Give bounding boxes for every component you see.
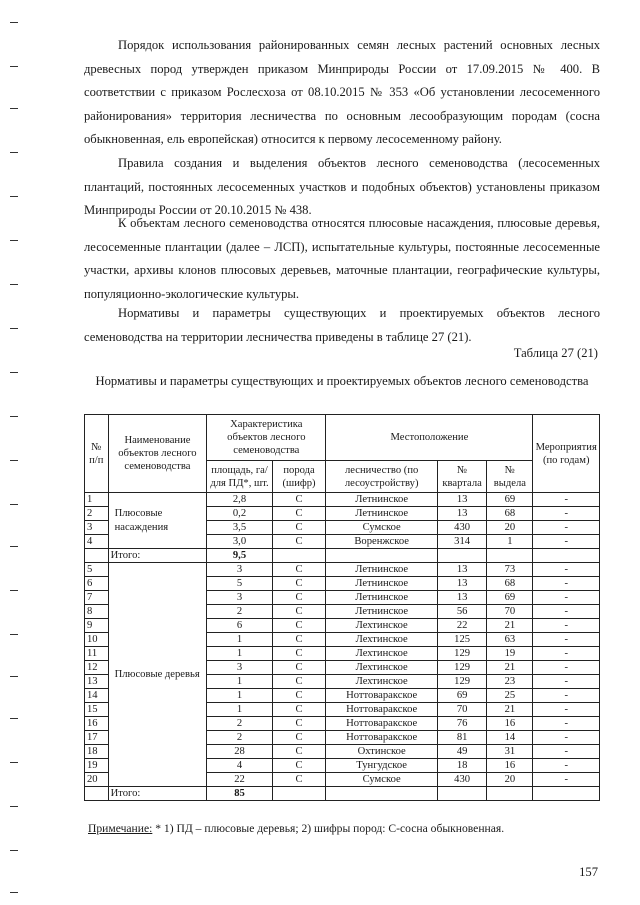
cell-num: 13 xyxy=(85,675,109,689)
cell-quarter: 49 xyxy=(437,745,486,759)
binding-margin-marks xyxy=(10,0,20,905)
cell-species: С xyxy=(272,745,326,759)
cell-plot: 69 xyxy=(487,591,533,605)
header-location: Местоположение xyxy=(326,415,533,461)
header-plot: № выдела xyxy=(487,461,533,493)
cell-num: 14 xyxy=(85,689,109,703)
cell-quarter: 430 xyxy=(437,773,486,787)
cell-num: 19 xyxy=(85,759,109,773)
cell-quarter: 69 xyxy=(437,689,486,703)
cell-plot: 19 xyxy=(487,647,533,661)
cell-plot: 21 xyxy=(487,703,533,717)
cell-plot: 21 xyxy=(487,661,533,675)
cell-plot: 16 xyxy=(487,759,533,773)
cell-area: 1 xyxy=(207,633,272,647)
table-note xyxy=(88,822,504,835)
cell-forestry: Летнинское xyxy=(326,577,438,591)
header-quarter: № квартала xyxy=(437,461,486,493)
cell-species: С xyxy=(272,521,326,535)
cell-species: С xyxy=(272,689,326,703)
cell-species: С xyxy=(272,633,326,647)
cell-forestry: Лехтинское xyxy=(326,633,438,647)
cell-measures: - xyxy=(533,633,600,647)
cell-species: С xyxy=(272,535,326,549)
cell-forestry: Ноттоваракское xyxy=(326,689,438,703)
cell-plot: 70 xyxy=(487,605,533,619)
cell-quarter: 129 xyxy=(437,661,486,675)
cell-quarter: 81 xyxy=(437,731,486,745)
cell-measures: - xyxy=(533,773,600,787)
cell-measures: - xyxy=(533,703,600,717)
cell-species: С xyxy=(272,675,326,689)
cell-measures: - xyxy=(533,521,600,535)
cell-measures: - xyxy=(533,731,600,745)
cell-forestry: Ноттоваракское xyxy=(326,731,438,745)
table-row xyxy=(85,563,600,577)
cell-forestry: Летнинское xyxy=(326,563,438,577)
cell-measures: - xyxy=(533,661,600,675)
cell-forestry: Летнинское xyxy=(326,507,438,521)
cell-num: 9 xyxy=(85,619,109,633)
cell-forestry: Лехтинское xyxy=(326,675,438,689)
cell-plot: 63 xyxy=(487,633,533,647)
cell-species: С xyxy=(272,591,326,605)
cell-num: 17 xyxy=(85,731,109,745)
cell-measures: - xyxy=(533,759,600,773)
cell-quarter: 125 xyxy=(437,633,486,647)
cell-measures: - xyxy=(533,493,600,507)
cell-species: С xyxy=(272,507,326,521)
cell-num: 20 xyxy=(85,773,109,787)
total-value: 9,5 xyxy=(207,549,272,563)
cell-area: 5 xyxy=(207,577,272,591)
cell-quarter: 70 xyxy=(437,703,486,717)
cell-forestry: Летнинское xyxy=(326,493,438,507)
cell-num: 5 xyxy=(85,563,109,577)
cell-species: С xyxy=(272,759,326,773)
cell-species: С xyxy=(272,717,326,731)
note-label: Примечание: xyxy=(88,822,153,835)
total-value: 85 xyxy=(207,787,272,801)
cell-area: 22 xyxy=(207,773,272,787)
cell-num: 11 xyxy=(85,647,109,661)
cell-area: 28 xyxy=(207,745,272,759)
cell-measures: - xyxy=(533,619,600,633)
cell-area: 0,2 xyxy=(207,507,272,521)
total-label: Итого: xyxy=(108,549,207,563)
cell-quarter: 22 xyxy=(437,619,486,633)
cell-plot: 31 xyxy=(487,745,533,759)
cell-area: 1 xyxy=(207,675,272,689)
cell-species: С xyxy=(272,563,326,577)
cell-area: 3 xyxy=(207,591,272,605)
cell-forestry: Летнинское xyxy=(326,591,438,605)
cell-quarter: 13 xyxy=(437,591,486,605)
cell-measures: - xyxy=(533,689,600,703)
header-name: Наименование объектов лесного семеноводства xyxy=(108,415,207,493)
cell-num: 3 xyxy=(85,521,109,535)
table-total-row xyxy=(85,787,600,801)
table-row xyxy=(85,493,600,507)
cell-species: С xyxy=(272,493,326,507)
cell-forestry: Сумское xyxy=(326,521,438,535)
paragraph-objects: К объектам лесного семеноводства относятся плюсовые насаждения, плюсовые деревья, лесосеменные плантации (далее – ЛСП), испытательные культуры, постоянные лесосеменные участки, архивы клонов плюсовых деревьев, маточные плантации, географические культуры, популяционно-экологические культуры. xyxy=(84,216,600,301)
cell-quarter: 13 xyxy=(437,507,486,521)
cell-forestry: Сумское xyxy=(326,773,438,787)
cell-species: С xyxy=(272,731,326,745)
cell-area: 2 xyxy=(207,717,272,731)
cell-num: 4 xyxy=(85,535,109,549)
cell-plot: 21 xyxy=(487,619,533,633)
cell-plot: 68 xyxy=(487,577,533,591)
cell-area: 3,5 xyxy=(207,521,272,535)
cell-species: С xyxy=(272,605,326,619)
cell-num: 8 xyxy=(85,605,109,619)
total-label: Итого: xyxy=(108,787,207,801)
header-measures: Мероприятия (по годам) xyxy=(533,415,600,493)
cell-num: 18 xyxy=(85,745,109,759)
cell-plot: 16 xyxy=(487,717,533,731)
cell-quarter: 430 xyxy=(437,521,486,535)
cell-area: 2,8 xyxy=(207,493,272,507)
cell-area: 1 xyxy=(207,689,272,703)
cell-forestry: Охтинское xyxy=(326,745,438,759)
cell-area: 2 xyxy=(207,605,272,619)
cell-forestry: Лехтинское xyxy=(326,619,438,633)
cell-species: С xyxy=(272,619,326,633)
seed-objects-table xyxy=(84,414,600,801)
cell-plot: 20 xyxy=(487,521,533,535)
cell-quarter: 129 xyxy=(437,675,486,689)
cell-area: 1 xyxy=(207,647,272,661)
cell-num: 16 xyxy=(85,717,109,731)
cell-forestry: Ноттоваракское xyxy=(326,717,438,731)
cell-forestry: Лехтинское xyxy=(326,647,438,661)
cell-object-name: Плюсовые деревья xyxy=(108,563,207,787)
cell-area: 1 xyxy=(207,703,272,717)
cell-num: 6 xyxy=(85,577,109,591)
cell-measures: - xyxy=(533,535,600,549)
cell-area: 4 xyxy=(207,759,272,773)
cell-forestry: Воренжское xyxy=(326,535,438,549)
cell-area: 2 xyxy=(207,731,272,745)
cell-quarter: 129 xyxy=(437,647,486,661)
page-number: 157 xyxy=(579,865,598,879)
cell-measures: - xyxy=(533,745,600,759)
header-species: порода (шифр) xyxy=(272,461,326,493)
cell-area: 3 xyxy=(207,563,272,577)
cell-num: 10 xyxy=(85,633,109,647)
paragraph-rules: Правила создания и выделения объектов лесного семеноводства (лесосеменных плантаций, постоянных лесосеменных участков и подобных объектов) установлены приказом Минприроды России от 20.10.2015 № 438. xyxy=(84,156,600,217)
header-num: № п/п xyxy=(85,415,109,493)
cell-object-name: Плюсовые насаждения xyxy=(108,493,207,549)
cell-plot: 68 xyxy=(487,507,533,521)
cell-num: 1 xyxy=(85,493,109,507)
header-characteristic: Характеристика объектов лесного семеноводства xyxy=(207,415,326,461)
cell-num: 12 xyxy=(85,661,109,675)
cell-measures: - xyxy=(533,507,600,521)
cell-num: 15 xyxy=(85,703,109,717)
cell-plot: 14 xyxy=(487,731,533,745)
cell-quarter: 18 xyxy=(437,759,486,773)
cell-plot: 73 xyxy=(487,563,533,577)
table-label: Таблица 27 (21) xyxy=(513,346,598,360)
cell-quarter: 13 xyxy=(437,577,486,591)
cell-measures: - xyxy=(533,717,600,731)
cell-area: 6 xyxy=(207,619,272,633)
cell-forestry: Лехтинское xyxy=(326,661,438,675)
cell-quarter: 56 xyxy=(437,605,486,619)
table-total-row xyxy=(85,549,600,563)
cell-area: 3,0 xyxy=(207,535,272,549)
cell-forestry: Летнинское xyxy=(326,605,438,619)
cell-measures: - xyxy=(533,577,600,591)
paragraph-norms: Нормативы и параметры существующих и проектируемых объектов лесного семеноводства на территории лесничества приведены в таблице 27 (21). xyxy=(84,306,600,344)
cell-num: 2 xyxy=(85,507,109,521)
cell-plot: 20 xyxy=(487,773,533,787)
cell-area: 3 xyxy=(207,661,272,675)
header-forestry: лесничество (по лесоустройству) xyxy=(326,461,438,493)
cell-plot: 25 xyxy=(487,689,533,703)
cell-quarter: 13 xyxy=(437,563,486,577)
cell-species: С xyxy=(272,703,326,717)
cell-forestry: Тунгудское xyxy=(326,759,438,773)
cell-quarter: 314 xyxy=(437,535,486,549)
table-title: Нормативы и параметры существующих и проектируемых объектов лесного семеноводства xyxy=(95,374,589,388)
note-text: * 1) ПД – плюсовые деревья; 2) шифры пород: С-сосна обыкновенная. xyxy=(155,822,505,835)
cell-species: С xyxy=(272,661,326,675)
cell-quarter: 13 xyxy=(437,493,486,507)
paragraph-seed-usage: Порядок использования районированных семян лесных растений основных лесных древесных пород утвержден приказом Минприроды России от 17.09.2015 № 400. В соответствии с приказом Рослесхоза от 08.10.2015 № 353 «Об установлении лесосеменного районирования» территория лесничества по основным лесообразующим породам (сосна обыкновенная, ель европейская) относится к первому лесосеменному району. xyxy=(84,38,600,146)
header-area: площадь, га/ для ПД*, шт. xyxy=(207,461,272,493)
cell-measures: - xyxy=(533,591,600,605)
cell-plot: 1 xyxy=(487,535,533,549)
cell-num: 7 xyxy=(85,591,109,605)
cell-measures: - xyxy=(533,563,600,577)
cell-species: С xyxy=(272,577,326,591)
cell-forestry: Ноттоваракское xyxy=(326,703,438,717)
cell-species: С xyxy=(272,647,326,661)
cell-species: С xyxy=(272,773,326,787)
cell-measures: - xyxy=(533,675,600,689)
cell-quarter: 76 xyxy=(437,717,486,731)
cell-measures: - xyxy=(533,605,600,619)
cell-plot: 69 xyxy=(487,493,533,507)
cell-plot: 23 xyxy=(487,675,533,689)
cell-measures: - xyxy=(533,647,600,661)
